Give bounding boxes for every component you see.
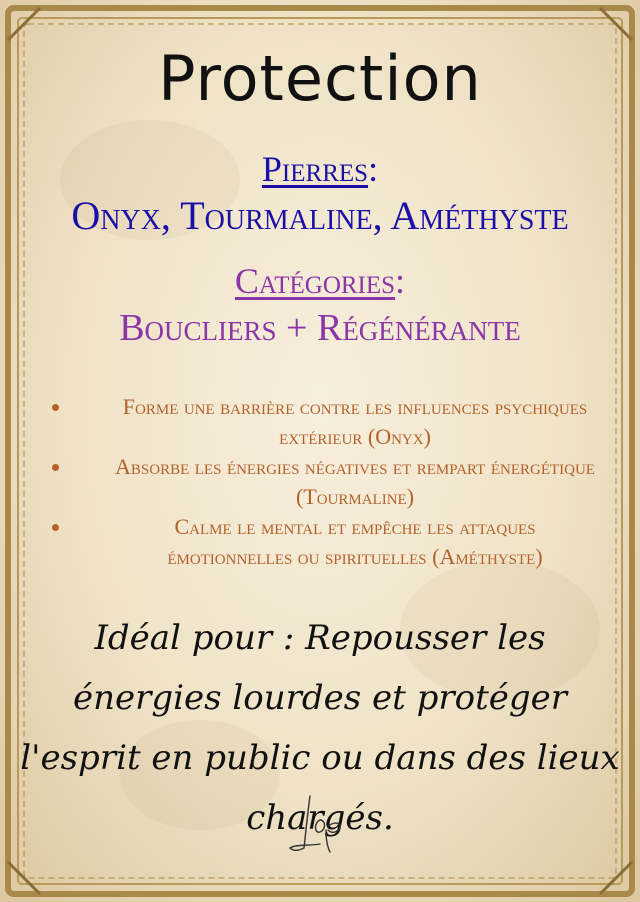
benefit-item [40, 392, 600, 452]
benefit-item [40, 452, 600, 512]
bullet-icon [52, 524, 59, 531]
bullet-icon [52, 464, 59, 471]
signature-logo [280, 790, 360, 860]
stones-label: Pierres [261, 149, 369, 189]
categories-colon: : [395, 261, 406, 301]
categories-label: Catégories [234, 261, 396, 301]
stones-heading [0, 148, 640, 190]
ideal-for-text: Idéal pour : Repousser les énergies lourdes et protéger l'esprit en public ou dans des lieux chargés. [20, 618, 620, 838]
stones-colon: : [368, 149, 379, 189]
page-title: Protection [158, 42, 482, 115]
benefit-text: Calme le mental et empêche les attaques émotionnelles ou spirituelles (Améthyste) [167, 514, 543, 569]
benefits-list [40, 392, 600, 572]
benefit-item [40, 512, 600, 572]
benefit-text: Absorbe les énergies négatives et rempart énergétique (Tourmaline) [115, 454, 595, 509]
categories-list: Boucliers + Régénérante [119, 307, 521, 349]
bullet-icon [52, 404, 59, 411]
stones-list: Onyx, Tourmaline, Améthyste [71, 193, 569, 238]
categories-heading [0, 260, 640, 302]
benefit-text: Forme une barrière contre les influences psychiques extérieur (Onyx) [122, 394, 588, 449]
